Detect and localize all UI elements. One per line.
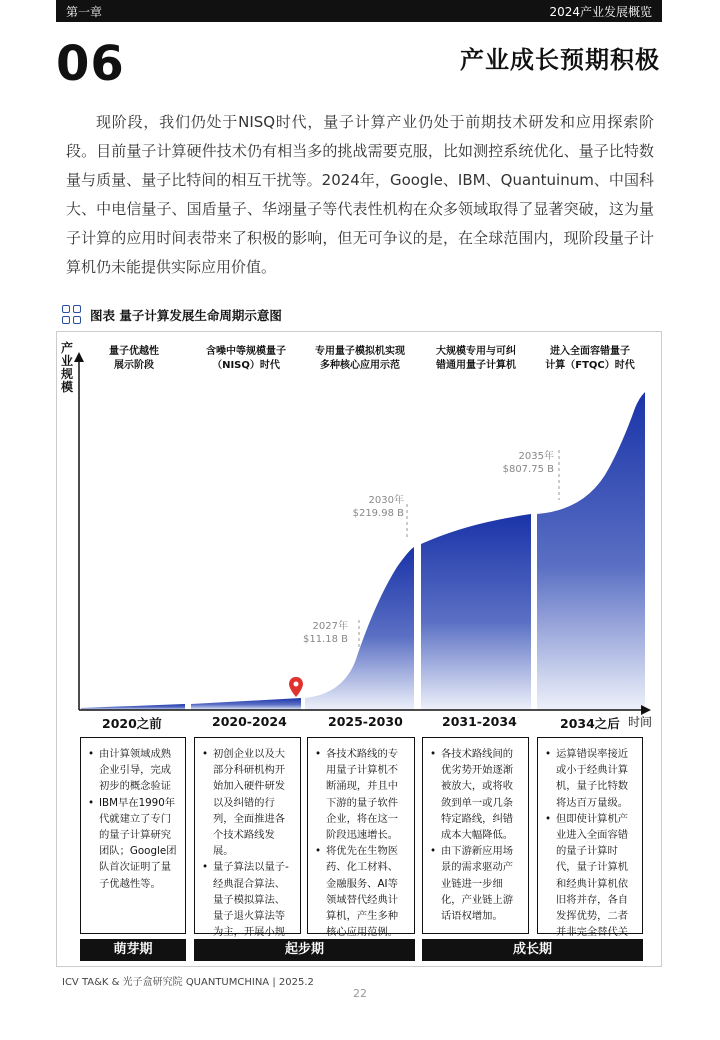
- x-tick-label: 2020-2024: [212, 714, 287, 729]
- stage-title: 量子优越性 展示阶段: [109, 346, 159, 371]
- figure-caption-text: 图表 量子计算发展生命周期示意图: [90, 308, 282, 323]
- bullet-text: • 将优先在生物医药、化工材料、金融服务、AI等领域替代经典计算机，产生多种核心应用范例。: [314, 843, 408, 940]
- page-number: 22: [353, 987, 367, 1000]
- figure-caption: [62, 303, 282, 327]
- section-title: 产业成长预期积极: [460, 46, 660, 74]
- growth-area-segment: [537, 392, 645, 710]
- growth-area-segment: [421, 514, 531, 710]
- x-tick-label: 2031-2034: [442, 714, 517, 729]
- annotation-2030: 2030年 $219.98 B: [352, 495, 404, 519]
- stage-title: 含噪中等规模量子 （NISQ）时代: [206, 346, 286, 371]
- stage-title: 专用量子模拟机实现 多种核心应用示范: [315, 346, 405, 371]
- bullet-text: • 运算错误率接近或小于经典计算机，量子比特数将达百万量级。: [544, 746, 636, 811]
- growth-area-segment: [191, 698, 301, 710]
- stage-description-box: [422, 737, 529, 934]
- source-footer: ICV TA&K & 光子盒研究院 QUANTUMCHINA | 2025.2: [62, 977, 314, 988]
- stage-description-box: [80, 737, 186, 934]
- stage-title: 大规模专用与可纠 错通用量子计算机: [436, 346, 516, 371]
- report-title: 2024产业发展概览: [549, 5, 652, 19]
- bullet-text: • 各技术路线的专用量子计算机不断涌现，并且中下游的量子软件企业，将在这一阶段迅速增长。: [314, 746, 408, 843]
- stage-description-box: [194, 737, 301, 939]
- x-tick-label: 2034之后: [560, 716, 620, 731]
- header-bar: [56, 0, 662, 22]
- bullet-text: • 初创企业以及大部分科研机构开始加入硬件研发以及纠错的行列，全面推进各个技术路线发展。: [201, 746, 294, 859]
- bullet-text: • 由下游新应用场景的需求驱动产业链进一步细化，产业链上游话语权增加。: [429, 843, 522, 924]
- annotation-2027: 2027年 $11.18 B: [302, 621, 348, 645]
- stage-title: 进入全面容错量子 计算（FTQC）时代: [545, 346, 635, 371]
- stage-description-box: [537, 737, 643, 939]
- phase-label: 萌芽期: [80, 939, 186, 961]
- bullet-text: • 各技术路线间的优劣势开始逐渐被放大，或将收敛到单一或几条特定路线，纠错成本大幅降低。: [429, 746, 522, 843]
- bullet-text: • 量子算法以量子-经典混合算法、量子模拟算法、量子退火算法等为主，开展小规: [201, 859, 294, 956]
- bullet-text: • IBM早在1990年代就建立了专门的量子计算研究团队；Google团队首次证明了量子优越性等。: [87, 795, 179, 892]
- y-axis-label: 产业规模: [60, 341, 73, 394]
- section-number: 06: [56, 36, 125, 92]
- body-paragraph: 现阶段，我们仍处于NISQ时代，量子计算产业仍处于前期技术研发和应用探索阶段。目前量子计算硬件技术仍有相当多的挑战需要克服，比如测控系统优化、量子比特数量与质量、量子比特间的相互干扰等。2024年，Google、IBM、Quantuinum、中国科大、中电信量子、国盾量子、华翊量子等代表性机构在众多领域取得了显著突破，这为量子计算的应用时间表带来了积极的影响，但无可争议的是，在全球范围内，现阶段量子计算机仍未能提供实际应用价值。: [66, 113, 654, 276]
- bullet-text: • 但即使计算机产业进入全面容错的量子计算时代，量子计算机和经典计算机依旧将并存，各自发挥优势，二者并非完全替代关: [544, 811, 636, 957]
- bullet-text: • 由计算领域成熟企业引导，完成初步的概念验证: [87, 746, 179, 795]
- x-tick-label: 2025-2030: [328, 714, 403, 729]
- x-tick-label: 2020之前: [102, 716, 162, 731]
- stage-description-box: [307, 737, 415, 939]
- chapter-label: 第一章: [66, 5, 103, 19]
- phase-label: 成长期: [422, 939, 643, 961]
- grid-icon: [62, 305, 82, 325]
- annotation-2035: 2035年 $807.75 B: [502, 451, 554, 475]
- location-pin-icon: [289, 677, 303, 697]
- x-axis-label: 时间: [628, 715, 653, 729]
- phase-label: 起步期: [194, 939, 415, 961]
- growth-area-segment: [81, 704, 185, 710]
- chart-area: [57, 332, 661, 732]
